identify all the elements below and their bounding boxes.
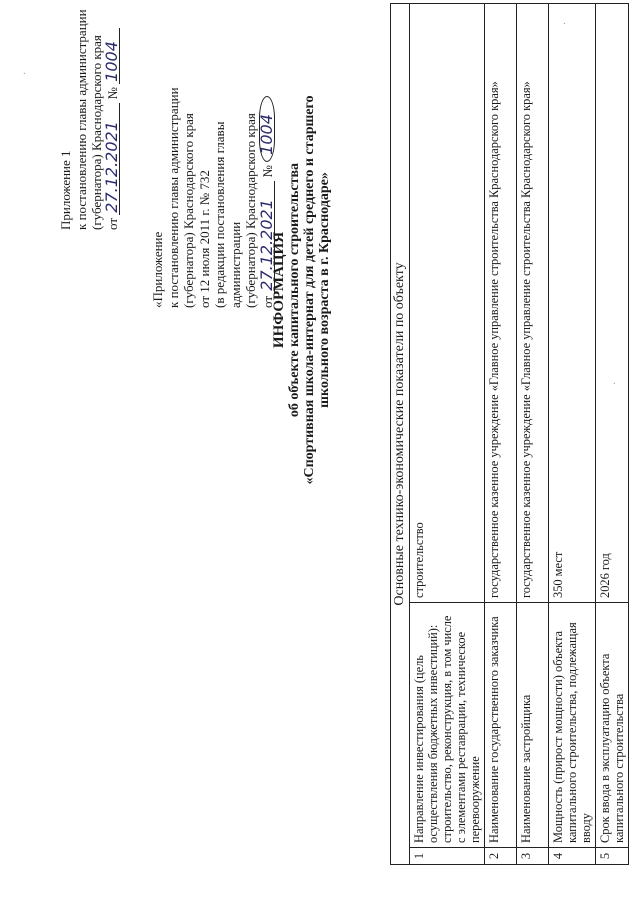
approval-2-line: (в редакции постановления главы <box>212 121 227 308</box>
approval-1-heading: Приложение 1 <box>58 150 73 230</box>
date-prefix: от <box>259 295 275 308</box>
row-name: Мощность (прирост мощности) объекта капитального строительства, подлежащая вводу <box>549 603 596 848</box>
scan-speck: · <box>560 21 571 25</box>
document-title <box>272 55 332 525</box>
row-number: 4 <box>549 848 596 865</box>
approval-2-line: от 12 июля 2011 г. № 732 <box>196 170 212 308</box>
table-row <box>410 4 485 865</box>
table-row <box>596 4 629 865</box>
table-header-row <box>391 4 410 865</box>
row-value: 2026 год <box>596 4 629 603</box>
handwritten-date: 27.12.2021 <box>105 103 120 215</box>
approval-2-line: (губернатора) Краснодарского края <box>243 113 258 308</box>
approval-2-heading: «Приложение <box>150 231 165 308</box>
row-name: Направление инвестирования (цель осуществления бюджетных инвестиций): строительство, реконструкция, в том числе с элементами реставрации, техническое перевооружение <box>410 603 485 848</box>
table-header: Основные технико-экономические показатели по объекту <box>391 4 410 865</box>
approval-2-line: к постановлению главы администрации <box>165 87 181 308</box>
handwritten-number: 1004 <box>105 28 120 84</box>
title-line: школьного возраста в г. Краснодаре» <box>317 172 332 408</box>
date-prefix: от <box>104 217 120 230</box>
row-name: Наименование государственного заказчика <box>485 603 517 848</box>
title-main: ИНФОРМАЦИЯ <box>271 231 287 349</box>
approval-block-2 <box>150 87 275 308</box>
row-number: 5 <box>596 848 629 865</box>
number-sign: № <box>104 87 120 100</box>
row-value: 350 мест <box>549 4 596 603</box>
row-value: строительство <box>410 4 485 603</box>
row-name: Срок ввода в эксплуатацию объекта капитального строительства <box>596 603 629 848</box>
row-name: Наименование застройщика <box>517 603 549 848</box>
row-number: 2 <box>485 848 517 865</box>
row-number: 1 <box>410 848 485 865</box>
approval-block-1 <box>58 9 120 230</box>
row-value: государственное казенное учреждение «Главное управление строительства Краснодарского края» <box>485 4 517 603</box>
table-row <box>485 4 517 865</box>
row-number: 3 <box>517 848 549 865</box>
scan-speck: · <box>610 381 621 385</box>
number-sign: № <box>259 165 275 178</box>
table-row <box>549 4 596 865</box>
approval-1-line: (губернатора) Краснодарского края <box>89 35 104 230</box>
scan-speck: · <box>20 71 31 75</box>
handwritten-date: 27.12.2021 <box>260 181 275 293</box>
indicators-table <box>390 3 629 865</box>
row-value: государственное казенное учреждение «Главное управление строительства Краснодарского края» <box>517 4 549 603</box>
handwritten-number: 1004 <box>259 96 275 162</box>
table-row <box>517 4 549 865</box>
title-line: «Спортивная школа-интернат для детей среднего и старшего <box>302 95 317 485</box>
approval-2-line: (губернатора) Краснодарского края <box>181 113 196 308</box>
approval-2-line: администрации <box>227 221 243 308</box>
approval-1-date-line <box>101 9 121 230</box>
title-line: об объекте капитального строительства <box>287 162 302 418</box>
approval-1-line: к постановлению главы администрации <box>73 9 89 230</box>
